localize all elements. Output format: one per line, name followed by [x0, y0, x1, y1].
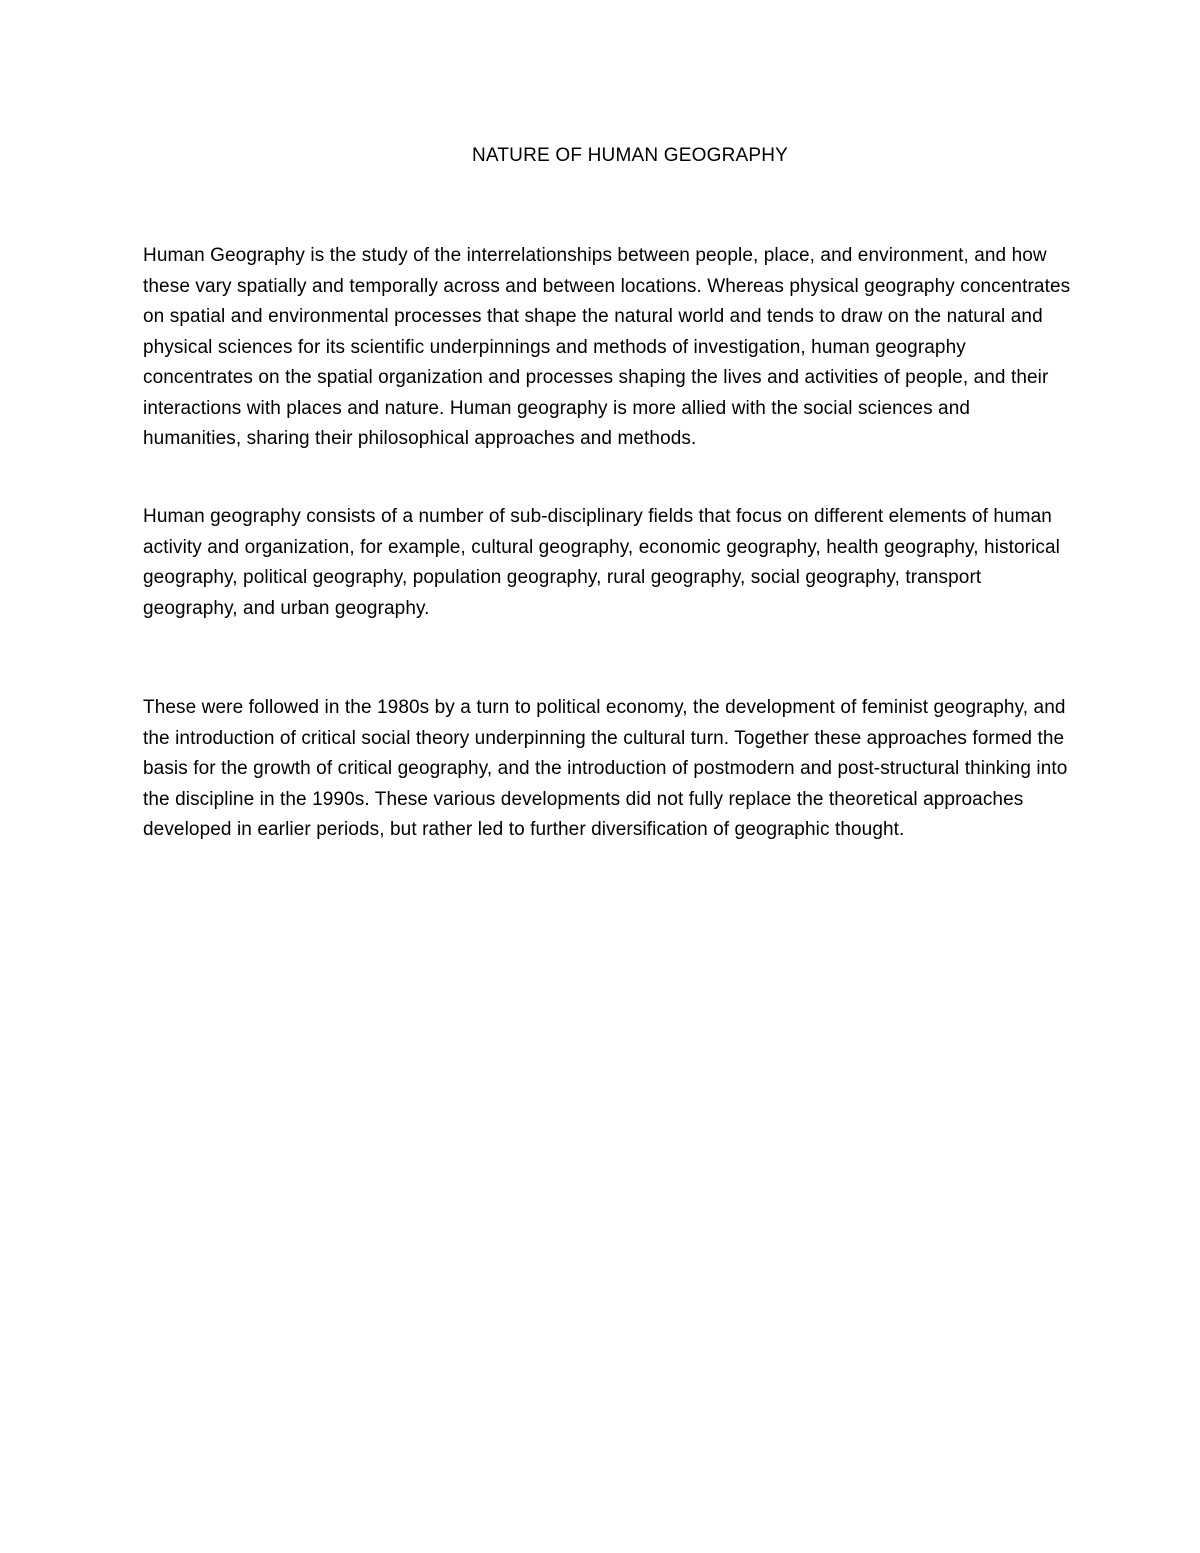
paragraph-definition: Human Geography is the study of the interrelationships between people, place, and environment, and how these vary spatially and temporally across and between locations. Whereas physical geography concentrates on spatial and environmental processes that shape the natural world and tends to draw on the natural and physical sciences for its scientific underpinnings and methods of investigation, human geography concentrates on the spatial organization and processes shaping the lives and activities of people, and their interactions with places and nature. Human geography is more allied with the social sciences and humanities, sharing their philosophical approaches and methods.: [143, 245, 1071, 449]
paragraph-subfields: Human geography consists of a number of sub-disciplinary fields that focus on different elements of human activity and organization, for example, cultural geography, economic geography, health geography, historical geography, political geography, population geography, rural geography, social geography, transport geography, and urban geography.: [143, 506, 1060, 619]
paragraph-history: These were followed in the 1980s by a turn to political economy, the development of feminist geography, and the introduction of critical social theory underpinning the cultural turn. Together these approaches formed the basis for the growth of critical geography, and the introduction of postmodern and post-structural thinking into the discipline in the 1990s. These various developments did not fully replace the theoretical approaches developed in earlier periods, but rather led to further diversification of geographic thought.: [143, 697, 1068, 840]
document-title: NATURE OF HUMAN GEOGRAPHY: [471, 145, 789, 166]
